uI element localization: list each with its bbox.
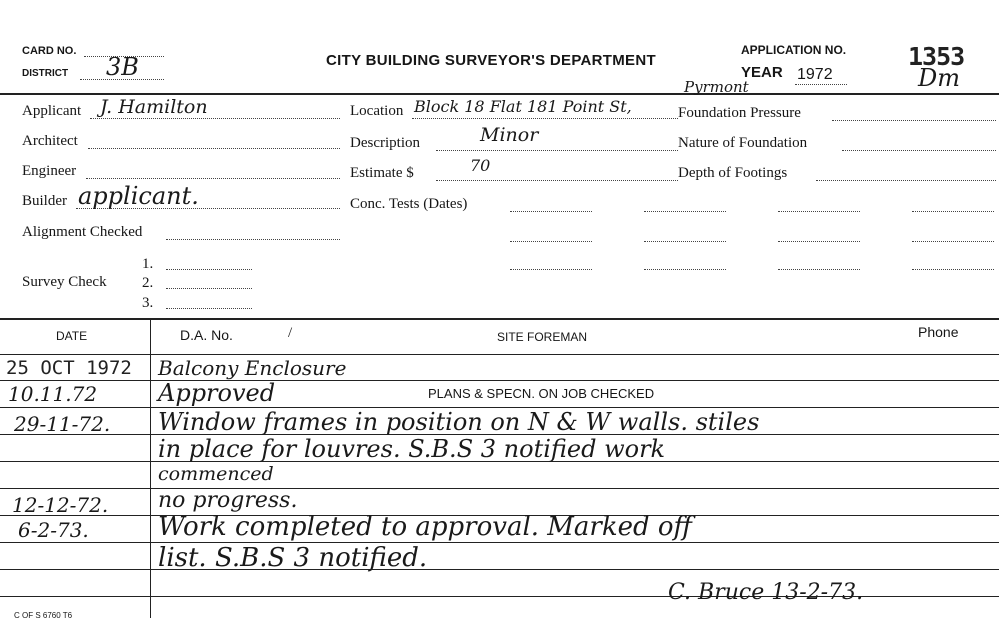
- builder-label: Builder: [22, 193, 67, 209]
- district-label: DISTRICT: [22, 68, 69, 79]
- year-line: [795, 84, 847, 85]
- conc-line-3c: [778, 269, 860, 270]
- alignment-line: [166, 239, 340, 240]
- row-rule: [0, 569, 999, 570]
- entry-text: no progress.: [158, 488, 298, 513]
- year-value: 1972: [797, 66, 833, 83]
- builder-value: applicant.: [78, 182, 199, 210]
- entry-date: 12-12-72.: [12, 493, 109, 517]
- conc-line-2d: [912, 241, 994, 242]
- survey-line-1: [166, 269, 252, 270]
- form-code: C OF S 6760 T6: [14, 611, 73, 620]
- survey-number-3: 3.: [142, 295, 154, 311]
- estimate-label: Estimate $: [350, 165, 414, 181]
- entry-text: in place for louvres. S.B.S 3 notified work: [158, 435, 666, 463]
- application-no-label: APPLICATION NO.: [741, 43, 847, 57]
- description-label: Description: [350, 135, 420, 151]
- site-foreman-header: SITE FOREMAN: [497, 330, 588, 344]
- survey-number-2: 2.: [142, 275, 154, 291]
- description-value: Minor: [480, 124, 539, 146]
- nature-foundation-label: Nature of Foundation: [678, 135, 808, 151]
- nature-foundation-line: [842, 150, 996, 151]
- conc-line-2c: [778, 241, 860, 242]
- entry-text: Work completed to approval. Marked off: [158, 512, 692, 542]
- row-rule: [0, 542, 999, 543]
- estimate-value: 70: [470, 156, 491, 175]
- entry-date: 29-11-72.: [14, 412, 111, 436]
- foundation-pressure-line: [832, 120, 996, 121]
- applicant-line: [90, 118, 340, 119]
- engineer-line: [86, 178, 340, 179]
- location-value: Block 18 Flat 181 Point St,: [414, 97, 632, 116]
- department-title: CITY BUILDING SURVEYOR'S DEPARTMENT: [326, 52, 656, 69]
- location-label: Location: [350, 103, 404, 119]
- conc-line-1c: [778, 211, 860, 212]
- location-line: [412, 118, 678, 119]
- entry-text: Balcony Enclosure: [158, 356, 347, 380]
- conc-line-1b: [644, 211, 726, 212]
- entry-date: 25 OCT 1972: [6, 357, 132, 379]
- row-rule: [0, 488, 999, 489]
- da-header: D.A. No.: [180, 327, 233, 343]
- initials: Dm: [918, 64, 960, 92]
- conc-line-3b: [644, 269, 726, 270]
- signoff: C. Bruce 13-2-73.: [668, 580, 864, 605]
- location-suburb: Pyrmont: [684, 78, 749, 96]
- conc-line-3d: [912, 269, 994, 270]
- conc-line-2a: [510, 241, 592, 242]
- conc-line-2b: [644, 241, 726, 242]
- conc-line-1a: [510, 211, 592, 212]
- date-column-divider: [150, 318, 151, 618]
- survey-line-3: [166, 308, 252, 309]
- da-slash: /: [288, 325, 293, 341]
- description-line: [436, 150, 678, 151]
- foundation-pressure-label: Foundation Pressure: [678, 105, 801, 121]
- applicant-label: Applicant: [22, 103, 82, 119]
- entry-text: Approved: [158, 379, 276, 407]
- depth-footings-line: [816, 180, 996, 181]
- depth-footings-label: Depth of Footings: [678, 165, 788, 181]
- survey-line-2: [166, 288, 252, 289]
- application-no-value: 1353: [908, 42, 965, 71]
- architect-label: Architect: [22, 133, 78, 149]
- entry-date: 6-2-73.: [18, 518, 89, 542]
- card-no-label: CARD NO.: [22, 45, 77, 57]
- conc-line-1d: [912, 211, 994, 212]
- survey-number-1: 1.: [142, 256, 154, 272]
- entry-date: 10.11.72: [8, 382, 98, 406]
- plans-checked-stamp: PLANS & SPECN. ON JOB CHECKED: [428, 386, 655, 401]
- conc-line-3a: [510, 269, 592, 270]
- year-label: YEAR: [741, 64, 783, 81]
- phone-header: Phone: [918, 324, 959, 340]
- entry-text: commenced: [158, 463, 274, 485]
- entry-text: list. S.B.S 3 notified.: [158, 543, 428, 573]
- applicant-value: J. Hamilton: [100, 96, 208, 118]
- header-rule: [0, 93, 999, 95]
- survey-label: Survey Check: [22, 274, 107, 290]
- estimate-line: [436, 180, 678, 181]
- row-rule: [0, 380, 999, 381]
- date-header: DATE: [56, 329, 88, 343]
- entry-text: Window frames in position on N & W walls. stiles: [158, 408, 760, 436]
- engineer-label: Engineer: [22, 163, 77, 179]
- architect-line: [88, 148, 340, 149]
- district-value: 3B: [106, 53, 139, 81]
- conc-tests-label: Conc. Tests (Dates): [350, 196, 468, 212]
- alignment-label: Alignment Checked: [22, 224, 143, 240]
